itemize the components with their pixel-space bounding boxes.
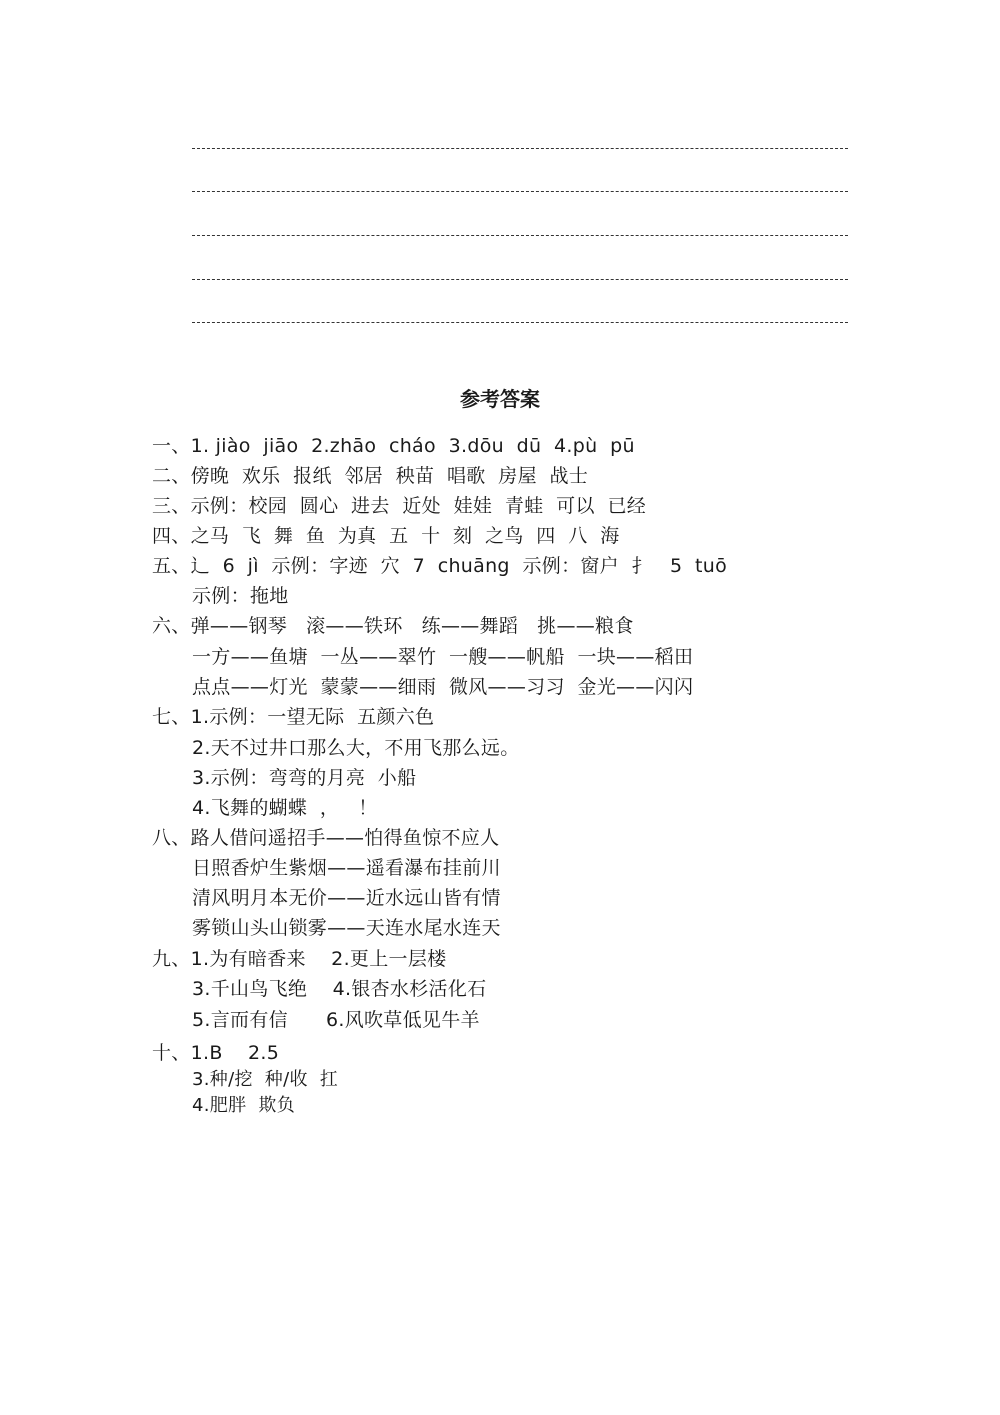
page-title: 参考答案 <box>460 387 540 411</box>
answer-four: 四、之马 飞 舞 鱼 为真 五 十 刻 之鸟 四 八 海 <box>152 525 620 547</box>
answer-two: 二、傍晚 欢乐 报纸 邻居 秧苗 唱歌 房屋 战士 <box>152 465 589 487</box>
answer-seven-line-3: 3.示例：弯弯的月亮 小船 <box>192 767 417 789</box>
writing-line-5 <box>192 322 848 323</box>
answer-five-line-1: 五、辶 6 jì 示例：字迹 穴 7 chuāng 示例：窗户 扌 5 tuō <box>152 555 728 577</box>
answer-eight-line-2: 日照香炉生紫烟——遥看瀑布挂前川 <box>192 857 501 879</box>
answer-six-line-3: 点点——灯光 蒙蒙——细雨 微风——习习 金光——闪闪 <box>192 676 694 698</box>
answer-eight-line-3: 清风明月本无价——近水远山皆有情 <box>192 887 501 909</box>
answer-eight-line-1: 八、路人借问遥招手——怕得鱼惊不应人 <box>152 827 500 849</box>
answer-seven-line-2: 2.天不过井口那么大，不用飞那么远。 <box>192 737 520 759</box>
answer-one: 一、1. jiào jiāo 2.zhāo cháo 3.dōu dū 4.pù pū <box>152 435 635 457</box>
answer-nine-line-3: 5.言而有信 6.风吹草低见牛羊 <box>192 1009 480 1031</box>
answer-six-line-2: 一方——鱼塘 一丛——翠竹 一艘——帆船 一块——稻田 <box>192 646 694 668</box>
answer-nine-line-1: 九、1.为有暗香来 2.更上一层楼 <box>152 948 447 970</box>
answer-seven-line-4: 4.飞舞的蝴蝶 ， ！ <box>192 797 378 819</box>
writing-line-3 <box>192 235 848 236</box>
writing-line-2 <box>192 191 848 192</box>
writing-line-1 <box>192 148 848 149</box>
answer-seven-line-1: 七、1.示例：一望无际 五颜六色 <box>152 706 435 728</box>
answer-six-line-1: 六、弹——钢琴 滚——铁环 练——舞蹈 挑——粮食 <box>152 615 634 637</box>
answer-ten-line-2: 3.种/挖 种/收 扛 <box>192 1069 339 1090</box>
writing-line-4 <box>192 279 848 280</box>
answer-eight-line-4: 雾锁山头山锁雾——天连水尾水连天 <box>192 917 501 939</box>
answer-three: 三、示例：校园 圆心 进去 近处 娃娃 青蛙 可以 已经 <box>152 495 647 517</box>
answer-ten-line-1: 十、1.B 2.5 <box>152 1042 280 1064</box>
answer-nine-line-2: 3.千山鸟飞绝 4.银杏水杉活化石 <box>192 978 487 1000</box>
answer-five-line-2: 示例：拖地 <box>192 585 289 607</box>
answer-ten-line-3: 4.肥胖 欺负 <box>192 1095 296 1116</box>
